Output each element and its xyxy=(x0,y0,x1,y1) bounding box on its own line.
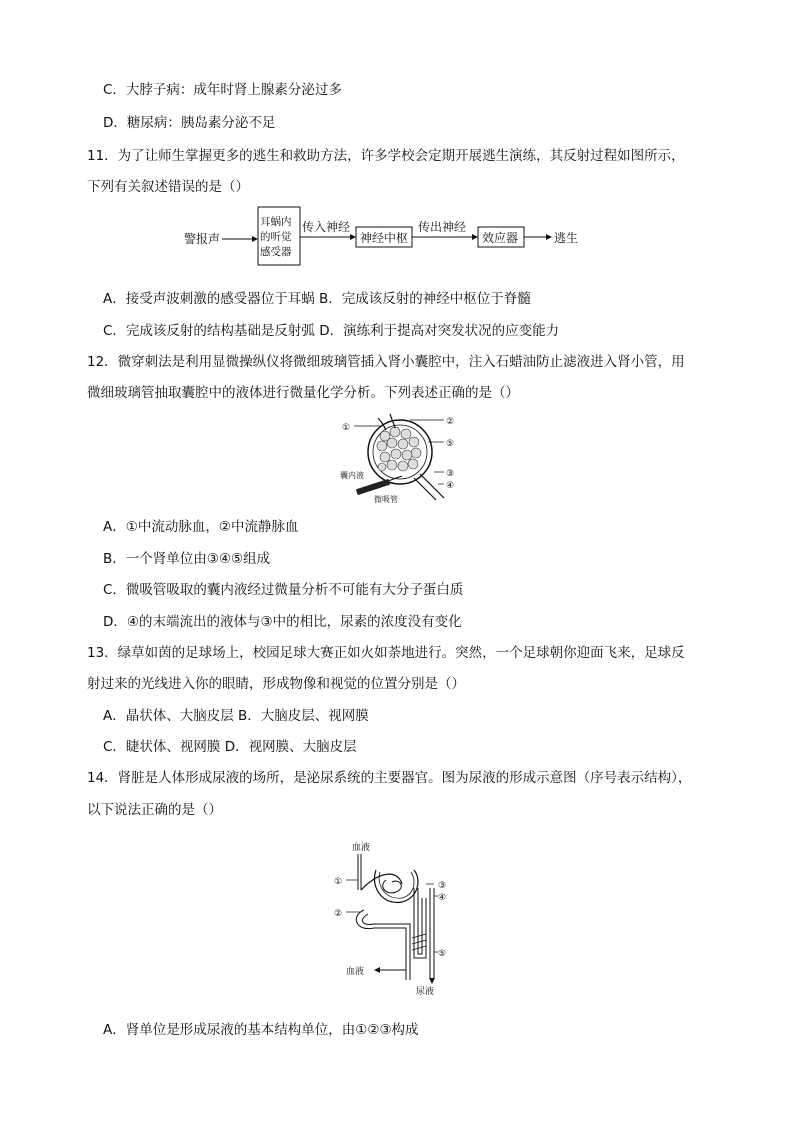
receptor-label-1: 耳蜗内 xyxy=(260,216,292,228)
micro-label-4: ④ xyxy=(446,481,455,491)
efferent-nerve-label: 传出神经 xyxy=(418,220,467,234)
response-label: 逃生 xyxy=(554,231,579,245)
urine-label-4: ④ xyxy=(438,893,447,903)
q12-option-d: D．④的末端流出的液体与③中的相比，尿素的浓度没有变化 xyxy=(103,614,462,630)
urine-label-5: ⑤ xyxy=(438,949,447,959)
urine-formation-diagram xyxy=(330,840,460,996)
reflex-arc-diagram xyxy=(180,203,590,267)
q13-options-ab: A．晶状体、大脑皮层 B．大脑皮层、视网膜 xyxy=(103,708,369,724)
micro-label-2: ② xyxy=(446,417,455,427)
urine-label-1: ① xyxy=(334,877,343,887)
q10-option-c: C．大脖子病：成年时肾上腺素分泌过多 xyxy=(103,82,342,98)
q11-stem-line1: 11．为了让师生掌握更多的逃生和救助方法，许多学校会定期开展逃生演练，其反射过程如图所示， xyxy=(87,148,685,164)
q11-stem-line2: 下列有关叙述错误的是（） xyxy=(87,179,249,195)
micro-label-1: ① xyxy=(342,423,351,433)
q12-option-b: B．一个肾单位由③④⑤组成 xyxy=(103,551,271,567)
q14-option-a: A．肾单位是形成尿液的基本结构单位，由①②③构成 xyxy=(103,1022,419,1038)
blood-in-label: 血液 xyxy=(352,843,371,853)
capsule-fluid-label: 囊内液 xyxy=(340,471,364,480)
q13-stem-line2: 射过来的光线进入你的眼睛，形成物像和视觉的位置分别是（） xyxy=(87,676,465,692)
q14-stem-line1: 14．肾脏是人体形成尿液的场所，是泌尿系统的主要器官。图为尿液的形成示意图（序号表示结构）， xyxy=(87,770,692,786)
micropuncture-diagram xyxy=(340,412,470,504)
q12-option-c: C．微吸管吸取的囊内液经过微量分析不可能有大分子蛋白质 xyxy=(103,582,464,598)
micro-label-3: ③ xyxy=(446,469,455,479)
micro-label-5: ⑤ xyxy=(446,439,455,449)
urine-label: 尿液 xyxy=(416,987,435,996)
q11-options-cd: C．完成该反射的结构基础是反射弧 D．演练利于提高对突发状况的应变能力 xyxy=(103,323,560,339)
urine-label-2: ② xyxy=(334,909,343,919)
q12-stem-line1: 12．微穿刺法是利用显微操纵仪将微细玻璃管插入肾小囊腔中，注入石蜡油防止滤液进入肾小管，用 xyxy=(87,354,685,370)
q12-stem-line2: 微细玻璃管抽取囊腔中的液体进行微量化学分析。下列表述正确的是（） xyxy=(87,385,519,401)
afferent-nerve-label: 传入神经 xyxy=(302,220,351,234)
blood-out-label: 血液 xyxy=(346,967,365,977)
q12-option-a: A．①中流动脉血，②中流静脉血 xyxy=(103,519,299,535)
receptor-label-3: 感受器 xyxy=(260,246,292,258)
receptor-label-2: 的听觉 xyxy=(260,231,292,243)
urine-label-3: ③ xyxy=(438,881,447,891)
q11-options-ab: A．接受声波刺激的感受器位于耳蜗 B．完成该反射的神经中枢位于脊髓 xyxy=(103,291,531,307)
q13-options-cd: C．睫状体、视网膜 D．视网膜、大脑皮层 xyxy=(103,739,357,755)
q13-stem-line1: 13．绿草如茵的足球场上，校园足球大赛正如火如荼地进行。突然，一个足球朝你迎面飞来，足球反 xyxy=(87,645,685,661)
q14-stem-line2: 以下说法正确的是（） xyxy=(87,802,222,818)
nerve-center-label: 神经中枢 xyxy=(360,231,409,245)
stimulus-label: 警报声 xyxy=(184,232,221,246)
pipette-label: 微吸管 xyxy=(374,495,398,504)
effector-label: 效应器 xyxy=(482,231,519,245)
q10-option-d: D．糖尿病：胰岛素分泌不足 xyxy=(103,115,276,131)
